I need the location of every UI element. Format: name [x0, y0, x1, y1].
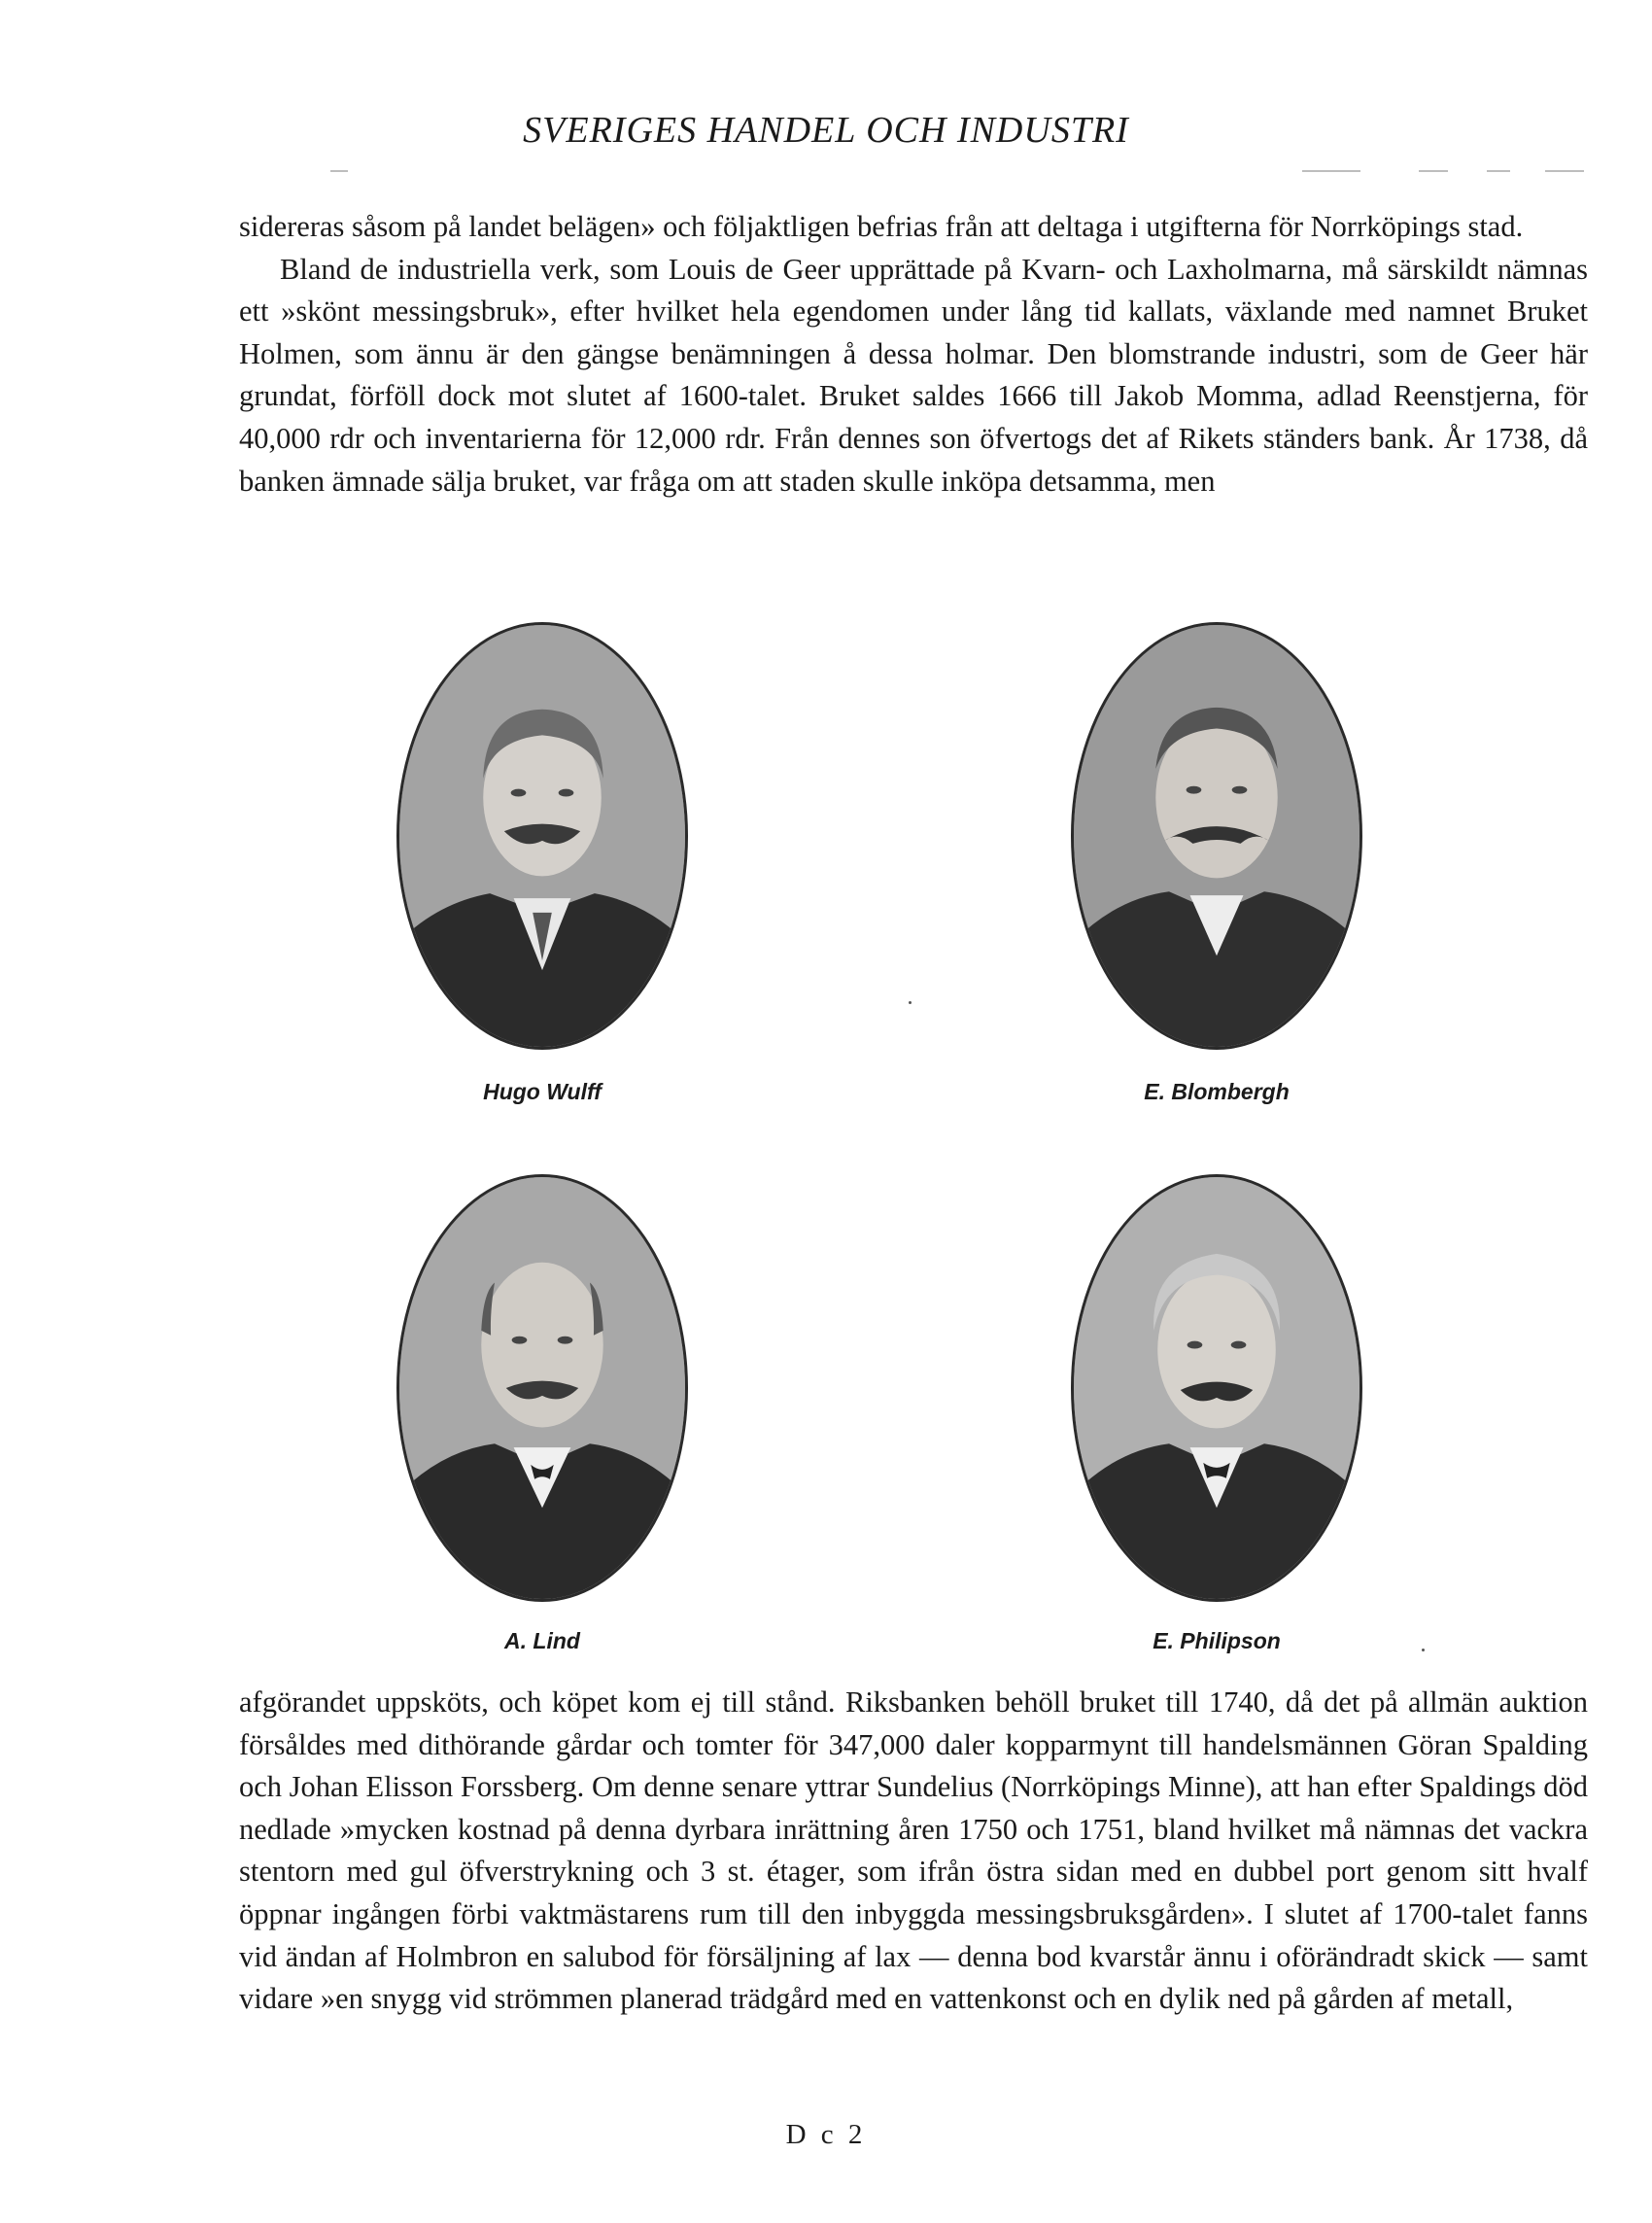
paragraph-continued: afgörandet uppsköts, och köpet kom ej till stånd. Riksbanken behöll bruket till 1740, då det på allmän auktion försåldes med dithörande gårdar och tomter för 347,000 daler kopparmynt till handelsmännen Göran Spalding och Johan Elisson Forssberg. Om denne senare yttrar Sundelius (Norrköpings Minne), att han efter Spaldings död nedlade »mycken kostnad på denna dyrbara inrättning åren 1750 och 1751, bland hvilket må nämnas det vackra stentorn med gul öfverstrykning och 3 st. étager, som ifrån östra sidan med en dubbel port genom sitt hvalf öppnar ingången förbi vaktmästarens rum till den inbyggda messingsbruksgården». I slutet af 1700-talet fanns vid ändan af Holmbron en salubod för försäljning af lax — denna bod kvarstår ännu i oförändradt skick — samt vidare »en snygg vid strömmen planerad trädgård med en vattenkonst och en dylik ned på gården af metall, — [239, 1685, 1588, 2016]
paragraph: Bland de industriella verk, som Louis de Geer upprättade på Kvarn- och Laxholmarna, må särskildt nämnas ett »skönt messingsbruk», efter hvilket hela egendomen under lång tid kallats, växlande med namnet Bruket Holmen, som ännu är den gängse benämningen å dessa holmar. Den blomstrande industri, som de Geer här grundat, förföll dock mot slutet af 1600-talet. Bruket saldes 1666 till Jakob Momma, adlad Reenstjerna, för 40,000 rdr och inventarierna för 12,000 rdr. Från dennes son öfvertogs det af Rikets ständers bank. År 1738, då banken ämnade sälja bruket, var fråga om att staden skulle inköpa detsamma, men — [239, 252, 1588, 498]
portrait-photo-icon — [396, 1174, 688, 1602]
paragraph-continued: sidereras såsom på landet belägen» och följaktligen befrias från att deltaga i utgifterna för Norrköpings stad. — [239, 210, 1524, 243]
print-speck — [1422, 1649, 1425, 1651]
body-text-top — [239, 206, 1588, 503]
portrait-photo-icon — [396, 622, 688, 1050]
portrait-caption: E. Philipson — [1153, 1628, 1281, 1653]
portrait-caption: E. Blombergh — [1144, 1079, 1290, 1104]
print-speck — [909, 1001, 912, 1004]
running-title: SVERIGES HANDEL OCH INDUSTRI — [523, 110, 1129, 151]
header-rule-marks — [330, 170, 1584, 172]
portrait-caption: A. Lind — [504, 1628, 580, 1653]
body-text-bottom — [239, 1682, 1588, 2021]
portrait-photo-icon — [1071, 622, 1362, 1050]
portrait-caption: Hugo Wulff — [483, 1079, 602, 1104]
portrait-photo-icon — [1071, 1174, 1362, 1602]
signature-mark: D c 2 — [785, 2119, 867, 2150]
